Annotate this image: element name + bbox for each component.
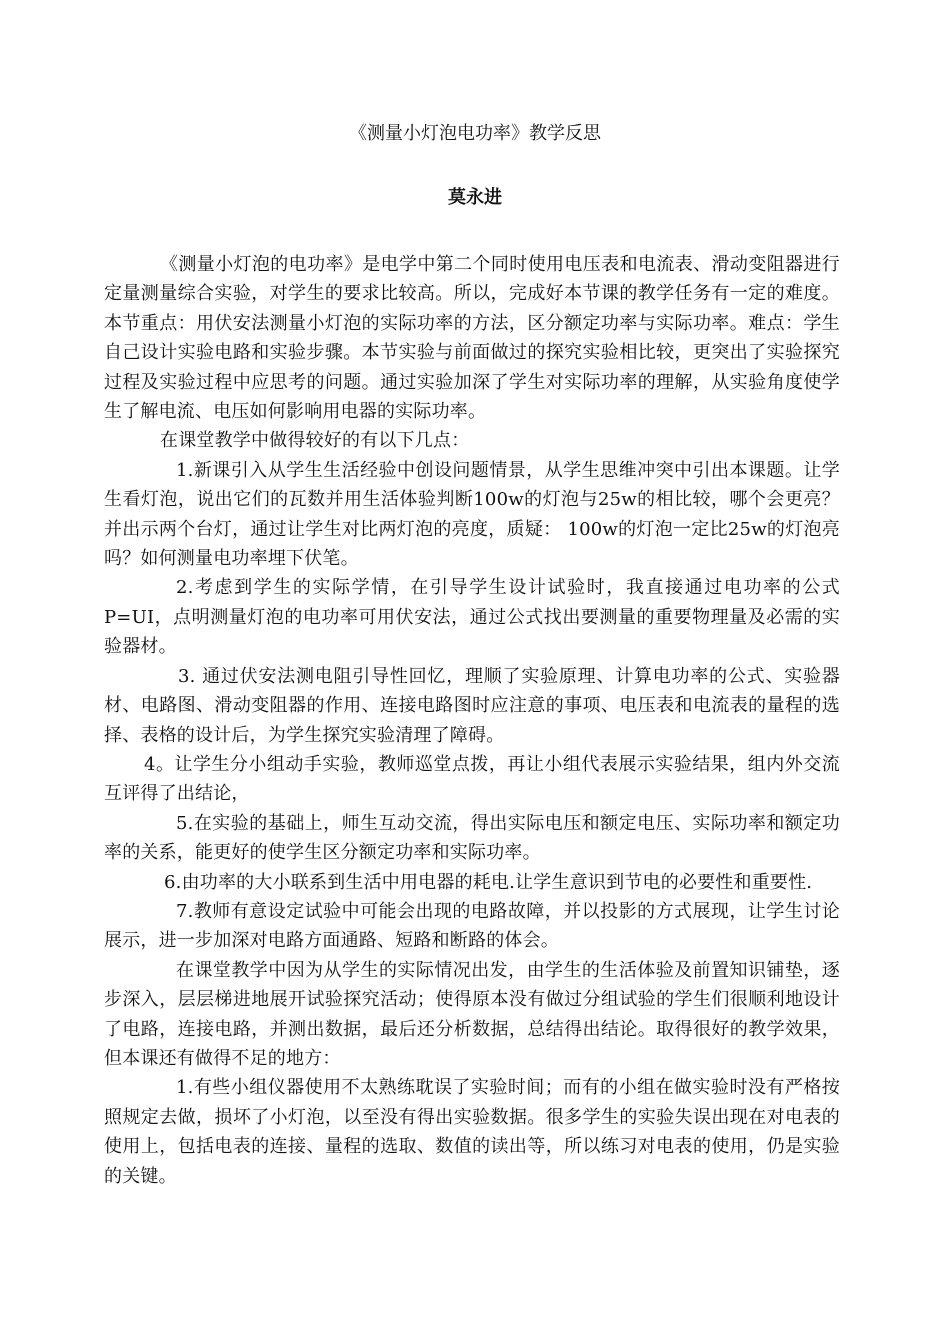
- paragraph-point-5: 5.在实验的基础上，师生互动交流，得出实际电压和额定电压、实际功率和额定功率的关系，能更好的使学生区分额定功率和实际功率。: [104, 812, 840, 864]
- document-author: 莫永进: [448, 187, 502, 208]
- paragraph-point-3: 3. 通过伏安法测电阻引导性回忆，理顺了实验原理、计算电功率的公式、实验器材、电路图、滑动变阻器的作用、连接电路图时应注意的事项、电压表和电流表的量程的选择、表格的设计后，为学生探究实验清理了障碍。: [104, 665, 840, 746]
- paragraph-point-6: 6.由功率的大小联系到生活中用电器的耗电.让学生意识到节电的必要性和重要性.: [164, 871, 813, 893]
- paragraph-shortcoming-1: 1.有些小组仪器使用不太熟练耽误了实验时间；而有的小组在做实验时没有严格按照规定去做，损坏了小灯泡，以至没有得出实验数据。很多学生的实验失误出现在对电表的使用上，包括电表的连接、量程的选取、数值的读出等，所以练习对电表的使用，仍是实验的关键。: [104, 1077, 840, 1187]
- paragraph-strengths-heading: 在课堂教学中做得较好的有以下几点：: [160, 430, 470, 452]
- paragraph-point-2: 2.考虑到学生的实际学情，在引导学生设计试验时，我直接通过电功率的公式P=UI，点明测量灯泡的电功率可用伏安法，通过公式找出要测量的重要物理量及必需的实验器材。: [104, 577, 840, 658]
- paragraph-summary: 在课堂教学中因为从学生的实际情况出发，由学生的生活体验及前置知识铺垫，逐步深入，层层梯进地展开试验探究活动；使得原本没有做过分组试验的学生们很顺利地设计了电路，连接电路，并测出数据，最后还分析数据，总结得出结论。取得很好的教学效果，但本课还有做得不足的地方：: [104, 959, 840, 1069]
- paragraph-point-7: 7.教师有意设定试验中可能会出现的电路故障，并以投影的方式展现，让学生讨论展示，进一步加深对电路方面通路、短路和断路的体会。: [104, 900, 840, 952]
- document-body: [104, 250, 840, 1191]
- document-title: 《测量小灯泡电功率》教学反思: [349, 123, 601, 144]
- paragraph-point-4: 4。让学生分小组动手实验，教师巡堂点拨，再让小组代表展示实验结果，组内外交流互评得了出结论，: [104, 753, 840, 805]
- paragraph-point-1: 1.新课引入从学生生活经验中创设问题情景，从学生思维冲突中引出本课题。让学生看灯泡，说出它们的瓦数并用生活体验判断100w的灯泡与25w的相比较，哪个会更亮？并出示两个台灯，通过让学生对比两灯泡的亮度，质疑： 100w的灯泡一定比25w的灯泡亮吗？如何测量电功率埋下伏笔。: [104, 459, 840, 570]
- paragraph-intro: 《测量小灯泡的电功率》是电学中第二个同时使用电压表和电流表、滑动变阻器进行定量测量综合实验，对学生的要求比较高。所以，完成好本节课的教学任务有一定的难度。本节重点：用伏安法测量小灯泡的实际功率的方法，区分额定功率与实际功率。难点：学生自己设计实验电路和实验步骤。本节实验与前面做过的探究实验相比较，更突出了实验探究过程及实验过程中应思考的问题。通过实验加深了学生对实际功率的理解，从实验角度使学生了解电流、电压如何影响用电器的实际功率。: [104, 254, 840, 423]
